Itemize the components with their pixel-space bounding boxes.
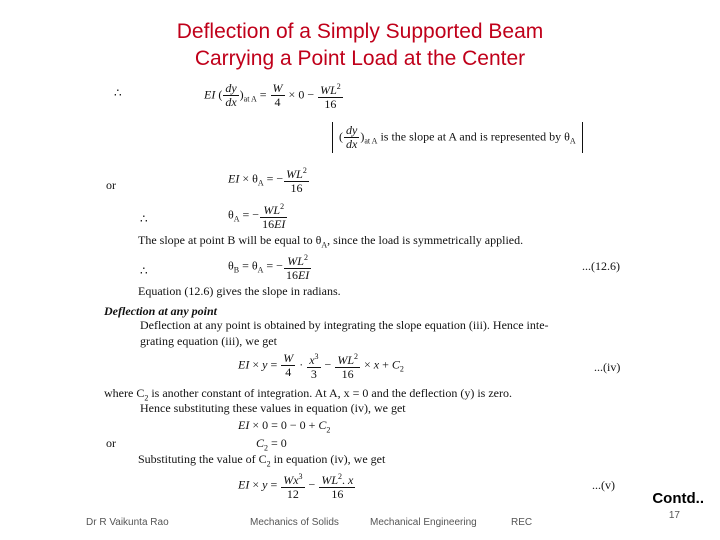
page-number: 17 bbox=[668, 510, 680, 521]
where-text: where $C_2$ is another constant of integration. At A, x = 0 and the deflection (y) is zero. bbox=[104, 386, 513, 403]
or-label-2: or bbox=[106, 436, 116, 450]
footer-author: Dr R Vaikunta Rao bbox=[86, 517, 169, 528]
eq-EI-thetaA: EI × $\theta_A$ = − $\frac{WL^2}{16}$ bbox=[228, 166, 307, 195]
deflection-heading: Deflection at any point bbox=[104, 304, 217, 318]
slope-note-text: is the slope at A and is represented by θ bbox=[380, 129, 570, 144]
contd-label: Contd.. bbox=[652, 490, 704, 507]
eq-thetaB: $\theta_B = \theta_A$ = − $\frac{WL^2}{16EI}$ bbox=[228, 253, 310, 282]
footer-department: Mechanical Engineering bbox=[370, 517, 477, 528]
title-line-2: Carrying a Point Load at the Center bbox=[194, 47, 526, 70]
or-label-1: or bbox=[106, 178, 116, 192]
eq-zero-subst: EI × $0 = 0 - 0 + C_2$ bbox=[238, 418, 331, 435]
hence-text: Hence substituting these values in equation (iv), we get bbox=[140, 401, 406, 415]
eq-ref-iv: ...(iv) bbox=[594, 360, 621, 374]
therefore-symbol-3: ∴ bbox=[140, 264, 148, 278]
eq126-text: Equation (12.6) gives the slope in radians. bbox=[138, 284, 341, 298]
deflection-para-2: grating equation (iii), we get bbox=[140, 334, 277, 348]
therefore-symbol-1: ∴ bbox=[114, 86, 122, 100]
scanned-derivation bbox=[100, 78, 640, 510]
eq-deflection-iv: EI × y = $\frac{W}{4}$ · $\frac{x^3}{3}$ − $\frac{WL^2}{16}$ × $x + C_2$ bbox=[238, 351, 404, 381]
eq-C2-zero: $C_2 = 0$ bbox=[256, 436, 287, 453]
eq-ref-12-6: ...(12.6) bbox=[582, 259, 620, 273]
slope-B-text: The slope at point B will be equal to $\theta_A$, since the load is symmetrically applied. bbox=[138, 233, 524, 250]
footer-course: Mechanics of Solids bbox=[250, 517, 339, 528]
eq-thetaA: $\theta_A$ = − $\frac{WL^2}{16EI}$ bbox=[228, 202, 286, 231]
eq-ref-v: ...(v) bbox=[592, 478, 615, 492]
footer-institute: REC bbox=[511, 517, 533, 528]
eq-slope-at-A: EI ( $\frac{dy}{dx}$ )$_{at A}$ = $\frac{W}{4}$ × 0 − $\frac{WL^2}{16}$ bbox=[204, 81, 341, 111]
slide-title bbox=[0, 18, 720, 72]
deflection-para-1: Deflection at any point is obtained by integrating the slope equation (iii). Hence inte- bbox=[140, 318, 549, 332]
slope-note: ( $\frac{dy}{dx}$ )$_{at A}$ is the slope at A and is represented by $\theta_A$ bbox=[332, 122, 583, 153]
substituting-text: Substituting the value of $C_2$ in equation (iv), we get bbox=[138, 452, 386, 469]
therefore-symbol-2: ∴ bbox=[140, 212, 148, 226]
eq-line-1 bbox=[114, 86, 122, 101]
eq-deflection-v: EI × y = $\frac{Wx^3}{12}$ − $\frac{WL^2. x}{16}$ bbox=[238, 472, 354, 501]
title-line-1: Deflection of a Simply Supported Beam bbox=[176, 20, 544, 43]
